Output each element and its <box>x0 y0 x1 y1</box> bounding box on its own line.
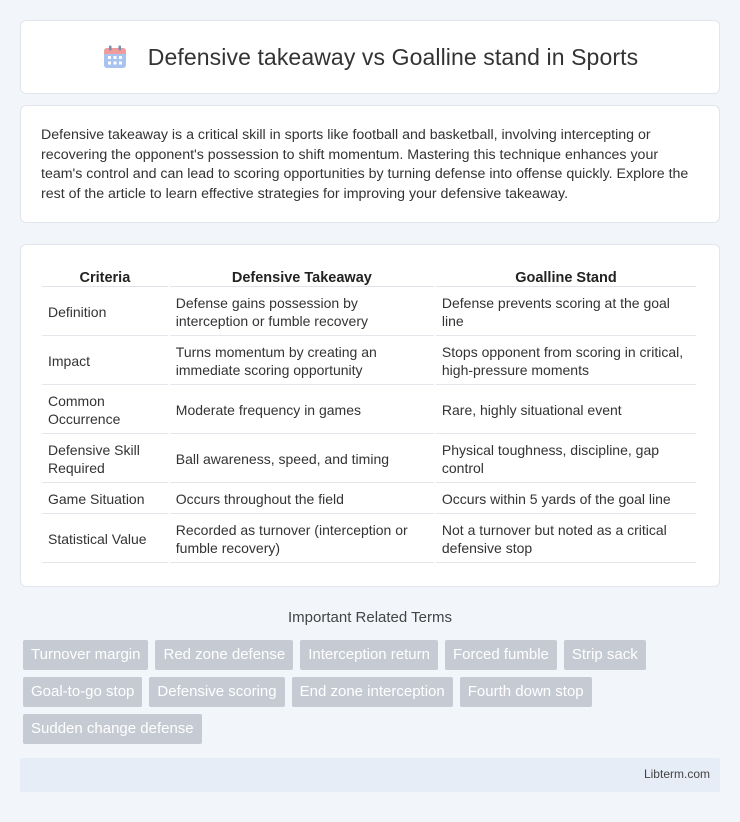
table-row <box>42 387 696 434</box>
footer-brand-link[interactable]: Libterm.com <box>643 767 710 781</box>
table-row <box>42 436 696 483</box>
table-cell: Recorded as turnover (interception or fumble recovery) <box>170 516 434 563</box>
table-cell: Ball awareness, speed, and timing <box>170 436 434 483</box>
comparison-table-card <box>20 244 720 587</box>
table-header-defensive-takeaway: Defensive Takeaway <box>170 267 434 287</box>
related-terms-title: Important Related Terms <box>288 609 452 626</box>
related-term-tag[interactable]: Strip sack <box>564 640 646 670</box>
table-cell: Statistical Value <box>42 516 168 563</box>
table-cell: Stops opponent from scoring in critical, high-pressure moments <box>436 338 696 385</box>
header-card <box>20 20 720 94</box>
table-cell: Game Situation <box>42 485 168 514</box>
related-term-tag[interactable]: Interception return <box>300 640 438 670</box>
table-cell: Not a turnover but noted as a critical defensive stop <box>436 516 696 563</box>
table-header-goalline-stand: Goalline Stand <box>436 267 696 287</box>
table-cell: Turns momentum by creating an immediate scoring opportunity <box>170 338 434 385</box>
footer <box>20 758 720 792</box>
table-row <box>42 485 696 514</box>
table-cell: Moderate frequency in games <box>170 387 434 434</box>
table-header-criteria: Criteria <box>42 267 168 287</box>
related-term-tag[interactable]: Red zone defense <box>155 640 293 670</box>
table-cell: Defense gains possession by interception or fumble recovery <box>170 289 434 336</box>
related-term-tag[interactable]: Goal-to-go stop <box>23 677 142 707</box>
related-term-tag[interactable]: Turnover margin <box>23 640 148 670</box>
page-title: Defensive takeaway vs Goalline stand in Sports <box>147 43 639 70</box>
intro-card <box>20 105 720 223</box>
table-cell: Defense prevents scoring at the goal line <box>436 289 696 336</box>
calendar-icon <box>102 44 128 70</box>
related-term-tag[interactable]: Defensive scoring <box>149 677 284 707</box>
table-cell: Common Occurrence <box>42 387 168 434</box>
table-cell: Physical toughness, discipline, gap control <box>436 436 696 483</box>
table-cell: Occurs throughout the field <box>170 485 434 514</box>
intro-text: Defensive takeaway is a critical skill in sports like football and basketball, involving intercepting or recovering the opponent's possession to shift momentum. Mastering this technique enhances your team's control and can lead to scoring opportunities by turning defense into offense quickly. Explore the rest of the article to learn effective strategies for improving your defensive takeaway. <box>41 127 689 202</box>
related-term-tag[interactable]: Forced fumble <box>445 640 557 670</box>
related-term-tag[interactable]: End zone interception <box>292 677 453 707</box>
table-cell: Rare, highly situational event <box>436 387 696 434</box>
table-row <box>42 289 696 336</box>
related-term-tag[interactable]: Sudden change defense <box>23 714 202 744</box>
related-terms-list <box>23 640 723 744</box>
table-cell: Defensive Skill Required <box>42 436 168 483</box>
table-row <box>42 516 696 563</box>
title-wrap <box>102 44 638 71</box>
comparison-table <box>40 265 698 565</box>
table-header-row <box>42 267 696 287</box>
table-cell: Occurs within 5 yards of the goal line <box>436 485 696 514</box>
table-row <box>42 338 696 385</box>
table-cell: Impact <box>42 338 168 385</box>
related-term-tag[interactable]: Fourth down stop <box>460 677 592 707</box>
table-cell: Definition <box>42 289 168 336</box>
